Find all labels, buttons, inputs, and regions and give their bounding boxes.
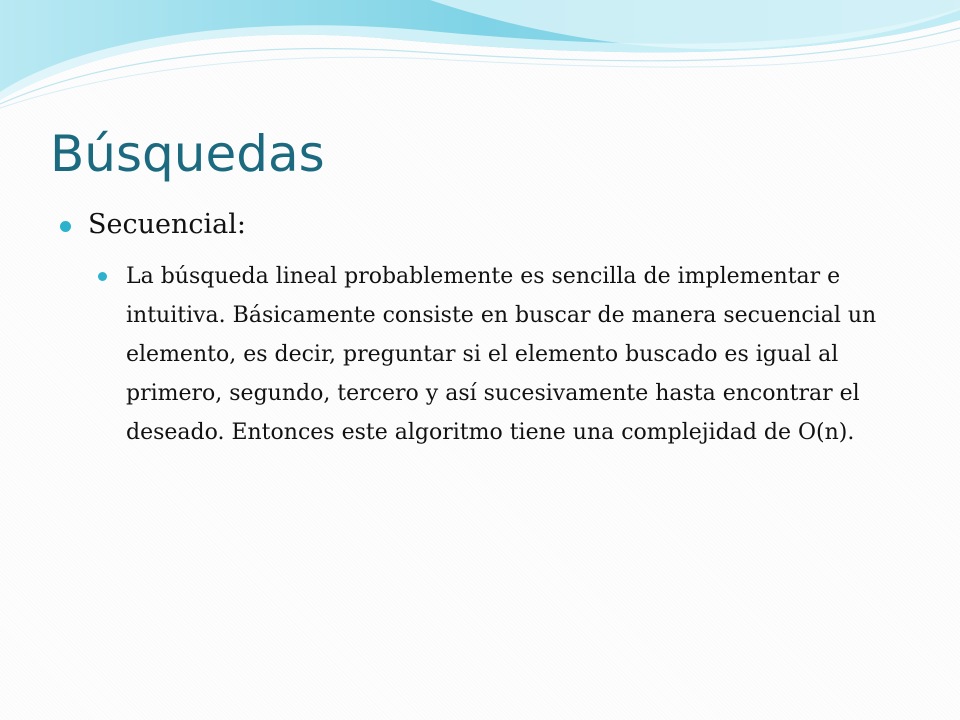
slide-title: Búsquedas <box>50 125 325 183</box>
bullet-text-level1: Secuencial: <box>88 209 246 240</box>
header-wave-decoration <box>0 0 960 120</box>
bullet-item-level2 <box>98 257 896 452</box>
slide-body <box>60 205 920 452</box>
bullet-item-level1 <box>60 205 920 245</box>
bullet-dot-icon <box>98 272 107 281</box>
bullet-dot-icon <box>60 221 71 232</box>
bullet-text-level2: La búsqueda lineal probablemente es sencilla de implementar e intuitiva. Básicamente consiste en buscar de manera secuencial un elemento, es decir, preguntar si el elemento buscado es igual al primero, segundo, tercero y así sucesivamente hasta encontrar el deseado. Entonces este algoritmo tiene una complejidad de O(n). <box>126 264 877 445</box>
